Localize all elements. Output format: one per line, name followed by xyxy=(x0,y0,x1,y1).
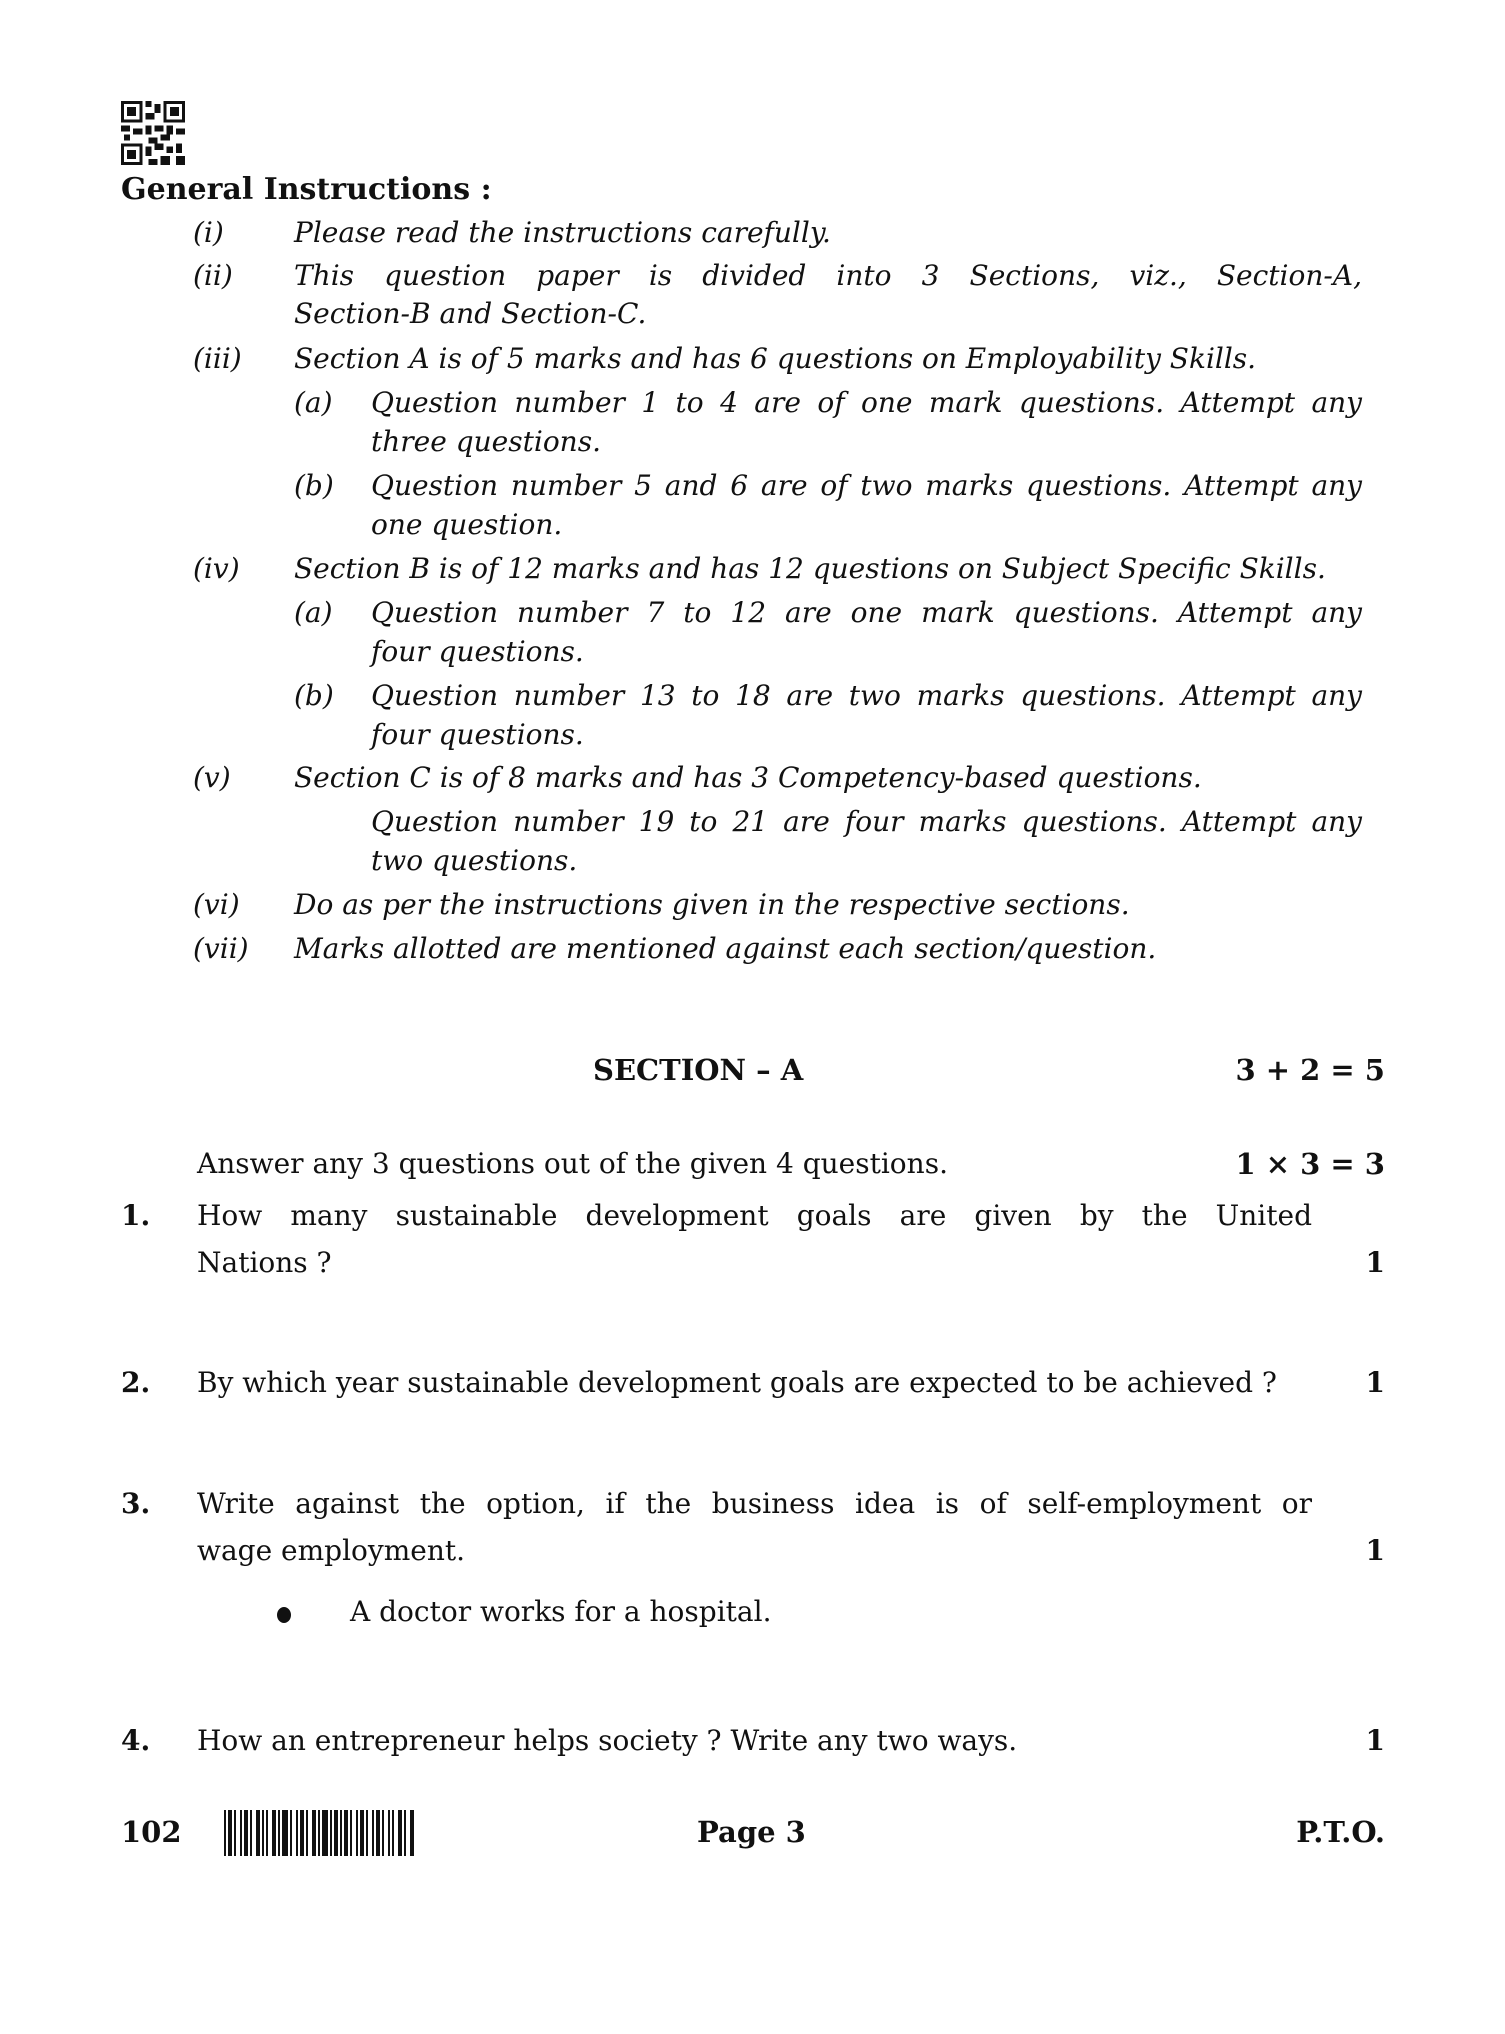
section-instruction-marks: 1 × 3 = 3 xyxy=(1235,1147,1385,1181)
question-number: 1. xyxy=(121,1199,151,1232)
question-number: 4. xyxy=(121,1724,151,1757)
section-instruction: Answer any 3 questions out of the given 4 questions. xyxy=(197,1147,948,1180)
instruction-text: Section A is of 5 marks and has 6 questions on Employability Skills. xyxy=(294,342,1257,375)
sub-instruction-label: (b) xyxy=(294,679,334,712)
instruction-text: This question paper is divided into 3 Sections, viz., Section-A, xyxy=(294,259,1362,292)
general-instructions-heading: General Instructions : xyxy=(121,172,492,207)
sub-instruction-text: three questions. xyxy=(371,425,601,458)
barcode-icon xyxy=(224,1810,414,1856)
bullet-icon xyxy=(277,1607,291,1623)
sub-instruction-text: one question. xyxy=(371,508,563,541)
sub-instruction-text: four questions. xyxy=(371,635,584,668)
qr-code-icon xyxy=(121,101,185,165)
instruction-text: Section C is of 8 marks and has 3 Competency-based questions. xyxy=(294,761,1202,794)
section-title: SECTION – A xyxy=(593,1053,804,1087)
question-text: Write against the option, if the business idea is of self-employment or xyxy=(197,1487,1312,1520)
question-marks: 1 xyxy=(1365,1724,1385,1757)
sub-instruction-label: (a) xyxy=(294,386,333,419)
question-text: How many sustainable development goals are given by the United xyxy=(197,1199,1312,1232)
question-text: wage employment. xyxy=(197,1534,466,1567)
instruction-text: Section B is of 12 marks and has 12 questions on Subject Specific Skills. xyxy=(294,552,1326,585)
question-option: A doctor works for a hospital. xyxy=(350,1595,772,1628)
instruction-text: Section-B and Section-C. xyxy=(294,297,647,330)
instruction-number: (vi) xyxy=(193,888,240,921)
question-text: By which year sustainable development goals are expected to be achieved ? xyxy=(197,1366,1277,1399)
instruction-number: (v) xyxy=(193,761,231,794)
instruction-number: (ii) xyxy=(193,259,233,292)
sub-instruction-text: Question number 19 to 21 are four marks questions. Attempt any xyxy=(371,805,1362,838)
question-text: Nations ? xyxy=(197,1246,332,1279)
instruction-number: (i) xyxy=(193,216,224,249)
sub-instruction-text: two questions. xyxy=(371,844,578,877)
question-number: 3. xyxy=(121,1487,151,1520)
sub-instruction-label: (a) xyxy=(294,596,333,629)
sub-instruction-label: (b) xyxy=(294,469,334,502)
sub-instruction-text: Question number 1 to 4 are of one mark questions. Attempt any xyxy=(371,386,1362,419)
instruction-text: Marks allotted are mentioned against each section/question. xyxy=(294,932,1157,965)
instruction-number: (iii) xyxy=(193,342,242,375)
instruction-text: Please read the instructions carefully. xyxy=(294,216,831,249)
section-marks: 3 + 2 = 5 xyxy=(1235,1053,1385,1087)
question-text: How an entrepreneur helps society ? Write any two ways. xyxy=(197,1724,1018,1757)
question-marks: 1 xyxy=(1365,1246,1385,1279)
instruction-text: Do as per the instructions given in the respective sections. xyxy=(294,888,1130,921)
instruction-number: (iv) xyxy=(193,552,240,585)
sub-instruction-text: Question number 7 to 12 are one mark questions. Attempt any xyxy=(371,596,1362,629)
sub-instruction-text: four questions. xyxy=(371,718,584,751)
sub-instruction-text: Question number 5 and 6 are of two marks questions. Attempt any xyxy=(371,469,1362,502)
instruction-number: (vii) xyxy=(193,932,249,965)
page-number: Page 3 xyxy=(697,1815,806,1849)
question-marks: 1 xyxy=(1365,1534,1385,1567)
pto-label: P.T.O. xyxy=(1296,1815,1385,1849)
paper-code: 102 xyxy=(121,1815,182,1849)
question-number: 2. xyxy=(121,1366,151,1399)
question-marks: 1 xyxy=(1365,1366,1385,1399)
sub-instruction-text: Question number 13 to 18 are two marks questions. Attempt any xyxy=(371,679,1362,712)
